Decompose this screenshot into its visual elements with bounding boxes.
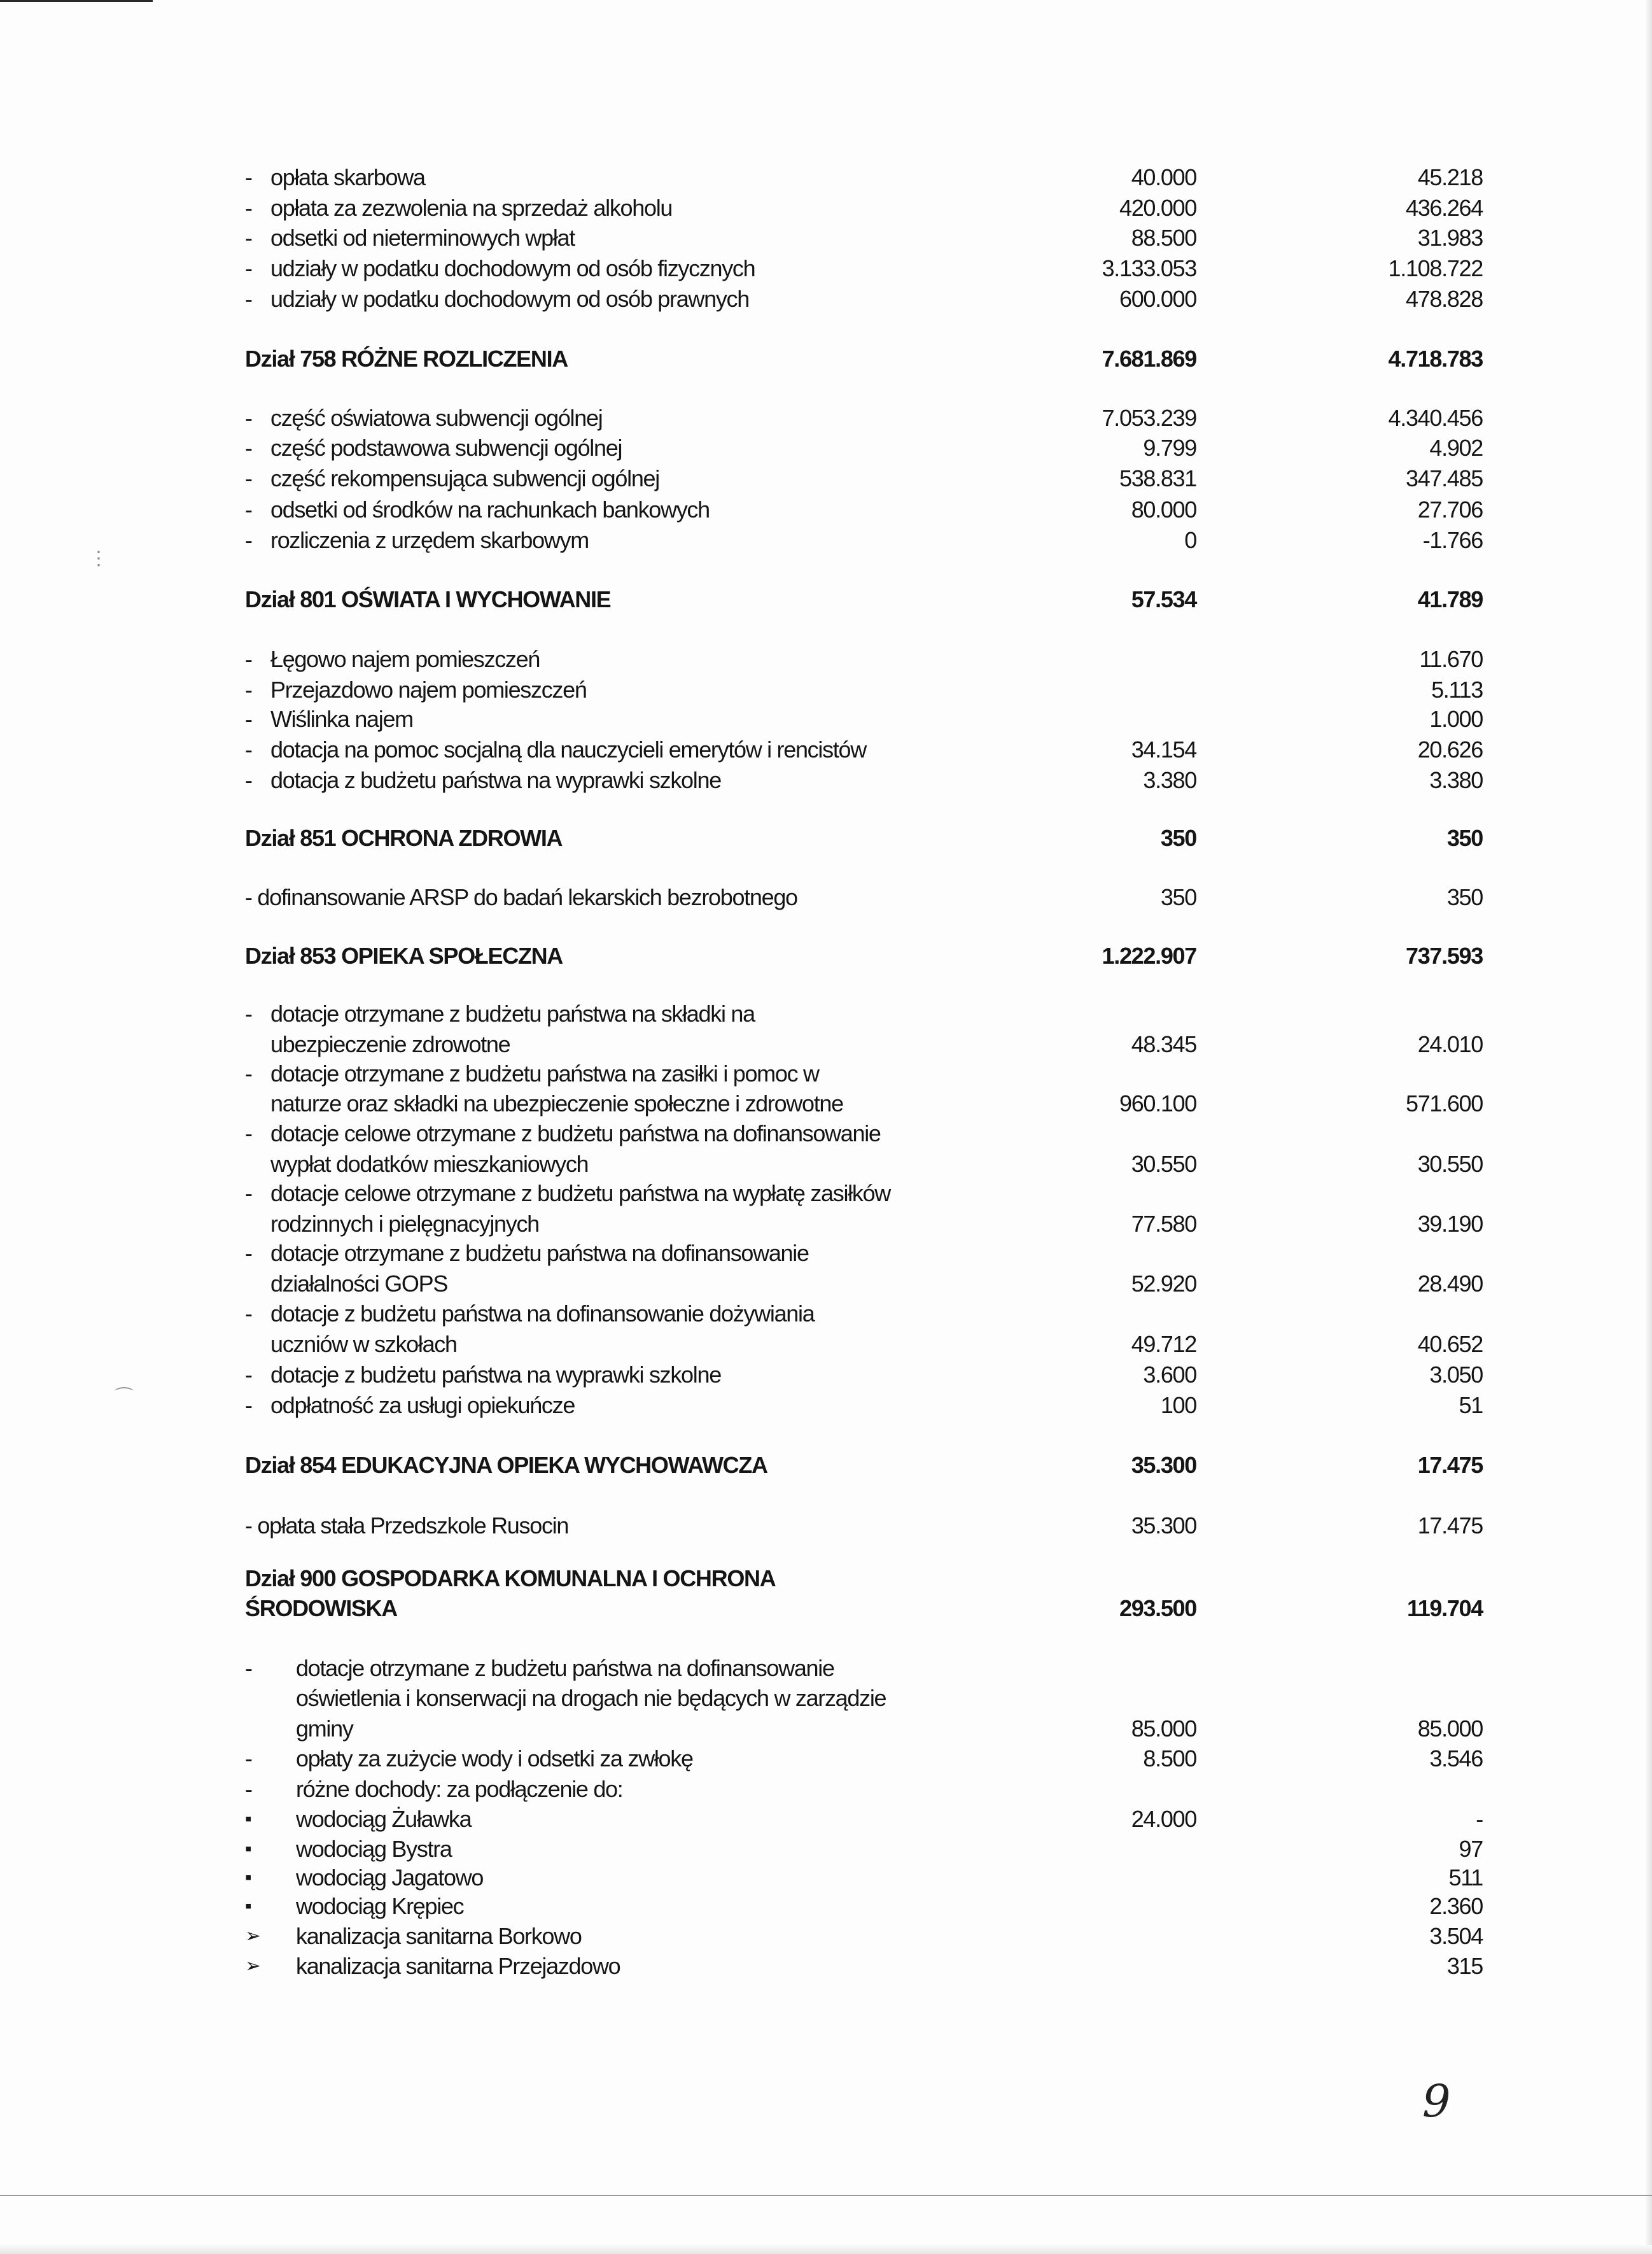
- planned-amount: 7.681.869: [1102, 346, 1196, 372]
- row-description: rodzinnych i pielęgnacyjnych: [270, 1211, 539, 1237]
- planned-amount: 35.300: [1131, 1512, 1196, 1539]
- dash-marker: -: [245, 527, 252, 553]
- row-description: część rekompensująca subwencji ogólnej: [270, 465, 659, 491]
- executed-amount: -1.766: [1422, 527, 1483, 553]
- budget-line-row: [245, 1951, 1483, 1982]
- planned-amount: 293.500: [1119, 1595, 1196, 1621]
- row-description: Dział 851 OCHRONA ZDROWIA: [245, 825, 563, 851]
- row-description: dotacje otrzymane z budżetu państwa na zasiłki i pomoc w: [270, 1060, 819, 1087]
- scan-edge-mark: [0, 0, 153, 2]
- budget-line-row: [245, 463, 1483, 494]
- executed-amount: 17.475: [1417, 1452, 1483, 1478]
- budget-line-row: [245, 1299, 1483, 1329]
- planned-amount: 24.000: [1131, 1806, 1196, 1832]
- budget-line-row: [245, 735, 1483, 765]
- executed-amount: 315: [1446, 1953, 1483, 1979]
- budget-line-row: [245, 1149, 1483, 1180]
- planned-amount: 80.000: [1131, 497, 1196, 523]
- row-description: Dział 853 OPIEKA SPOŁECZNA: [245, 943, 563, 969]
- row-description: część podstawowa subwencji ogólnej: [270, 435, 622, 461]
- planned-amount: 3.380: [1143, 767, 1196, 793]
- arrow-bullet-icon: ➢: [245, 1926, 260, 1947]
- planned-amount: 8.500: [1143, 1745, 1196, 1772]
- executed-amount: 350: [1446, 825, 1483, 851]
- budget-line-row: [245, 1683, 1483, 1714]
- row-description: część oświatowa subwencji ogólnej: [270, 405, 603, 431]
- row-description: opłata za zezwolenia na sprzedaż alkoholu: [270, 195, 673, 221]
- dash-marker: -: [245, 465, 252, 491]
- dash-marker: -: [245, 1240, 252, 1266]
- executed-amount: 11.670: [1419, 646, 1483, 672]
- executed-amount: 39.190: [1417, 1211, 1483, 1237]
- dash-marker: -: [245, 286, 252, 312]
- executed-amount: 119.704: [1406, 1595, 1483, 1621]
- row-description: odpłatność za usługi opiekuńcze: [270, 1392, 575, 1418]
- punch-mark: ⋮: [89, 548, 108, 569]
- scan-fold-line: [0, 2195, 1652, 2196]
- row-description: wodociąg Jagatowo: [296, 1864, 484, 1891]
- executed-amount: 478.828: [1405, 286, 1483, 312]
- budget-line-row: [245, 1653, 1483, 1684]
- budget-line-row: [245, 1834, 1483, 1864]
- dash-marker: -: [245, 646, 252, 672]
- dash-marker: -: [245, 1120, 252, 1146]
- budget-line-row: [245, 253, 1483, 284]
- budget-line-row: [245, 1029, 1483, 1060]
- budget-line-row: [245, 433, 1483, 463]
- budget-line-row: [245, 1714, 1483, 1744]
- row-description: naturze oraz składki na ubezpieczenie społeczne i zdrowotne: [270, 1090, 843, 1116]
- row-description: - opłata stała Przedszkole Rusocin: [245, 1512, 569, 1539]
- budget-line-row: [245, 1891, 1483, 1922]
- dash-marker: -: [245, 1362, 252, 1388]
- executed-amount: 4.718.783: [1388, 346, 1483, 372]
- row-description: ubezpieczenie zdrowotne: [270, 1031, 510, 1057]
- arrow-bullet-icon: ➢: [245, 1955, 260, 1976]
- dash-marker: -: [245, 767, 252, 793]
- row-description: odsetki od środków na rachunkach bankowych: [270, 497, 710, 523]
- row-description: ŚRODOWISKA: [245, 1595, 398, 1621]
- planned-amount: 420.000: [1119, 195, 1196, 221]
- budget-line-row: [245, 1329, 1483, 1360]
- executed-amount: 27.706: [1417, 497, 1483, 523]
- square-bullet-icon: ▪: [245, 1808, 251, 1829]
- planned-amount: 9.799: [1143, 435, 1196, 461]
- row-description: wodociąg Żuławka: [296, 1806, 472, 1832]
- section-heading-row: [245, 941, 1483, 971]
- dash-marker: -: [245, 736, 252, 763]
- page-edge: [1646, 0, 1652, 2254]
- row-description: Przejazdowo najem pomieszczeń: [270, 677, 587, 703]
- planned-amount: 350: [1160, 825, 1196, 851]
- row-description: dotacja na pomoc socjalną dla nauczycieli emerytów i rencistów: [270, 736, 866, 763]
- executed-amount: 3.050: [1429, 1362, 1483, 1388]
- row-description: udziały w podatku dochodowym od osób fizycznych: [270, 255, 755, 281]
- executed-amount: 45.218: [1417, 164, 1483, 190]
- dash-marker: -: [245, 1001, 252, 1027]
- executed-amount: 24.010: [1417, 1031, 1483, 1057]
- executed-amount: 40.652: [1417, 1331, 1483, 1357]
- dash-marker: -: [245, 255, 252, 281]
- row-description: - dofinansowanie ARSP do badań lekarskich bezrobotnego: [245, 884, 797, 910]
- row-description: Dział 758 RÓŻNE ROZLICZENIA: [245, 346, 568, 372]
- budget-line-row: [245, 644, 1483, 675]
- budget-line-row: [245, 1863, 1483, 1893]
- executed-amount: 347.485: [1405, 465, 1483, 491]
- row-description: Dział 854 EDUKACYJNA OPIEKA WYCHOWAWCZA: [245, 1452, 767, 1478]
- executed-amount: 17.475: [1417, 1512, 1483, 1539]
- dash-marker: -: [245, 1300, 252, 1327]
- row-description: dotacje otrzymane z budżetu państwa na składki na: [270, 1001, 755, 1027]
- dash-marker: -: [245, 706, 252, 732]
- row-description: Dział 900 GOSPODARKA KOMUNALNA I OCHRONA: [245, 1565, 776, 1591]
- planned-amount: 538.831: [1119, 465, 1196, 491]
- budget-line-row: [245, 1511, 1483, 1541]
- planned-amount: 57.534: [1131, 586, 1196, 612]
- planned-amount: 350: [1160, 884, 1196, 910]
- planned-amount: 600.000: [1119, 286, 1196, 312]
- executed-amount: 1.000: [1429, 706, 1483, 732]
- planned-amount: 52.920: [1131, 1271, 1196, 1297]
- row-description: dotacje otrzymane z budżetu państwa na dofinansowanie: [296, 1655, 834, 1681]
- executed-amount: 4.340.456: [1388, 405, 1483, 431]
- budget-line-row: [245, 675, 1483, 705]
- planned-amount: 0: [1184, 527, 1196, 553]
- square-bullet-icon: ▪: [245, 1896, 251, 1917]
- row-description: rozliczenia z urzędem skarbowym: [270, 527, 589, 553]
- executed-amount: 4.902: [1429, 435, 1483, 461]
- executed-amount: 28.490: [1417, 1271, 1483, 1297]
- planned-amount: 7.053.239: [1102, 405, 1196, 431]
- planned-amount: 1.222.907: [1102, 943, 1196, 969]
- budget-line-row: [245, 1088, 1483, 1119]
- executed-amount: 30.550: [1417, 1151, 1483, 1177]
- row-description: opłaty za zużycie wody i odsetki za zwłokę: [296, 1745, 693, 1772]
- dash-marker: -: [245, 1060, 252, 1087]
- section-heading-row: [245, 344, 1483, 374]
- executed-amount: 511: [1448, 1864, 1483, 1891]
- budget-line-row: [245, 1743, 1483, 1774]
- dash-marker: -: [245, 164, 252, 190]
- planned-amount: 3.133.053: [1102, 255, 1196, 281]
- row-description: kanalizacja sanitarna Borkowo: [296, 1923, 582, 1949]
- row-description: dotacje z budżetu państwa na wyprawki szkolne: [270, 1362, 721, 1388]
- row-description: różne dochody: za podłączenie do:: [296, 1776, 623, 1802]
- section-heading-row: [245, 584, 1483, 615]
- executed-amount: 571.600: [1405, 1090, 1483, 1116]
- executed-amount: 5.113: [1431, 677, 1483, 703]
- executed-amount: 85.000: [1417, 1715, 1483, 1742]
- row-description: opłata skarbowa: [270, 164, 425, 190]
- budget-line-row: [245, 882, 1483, 913]
- row-description: dotacja z budżetu państwa na wyprawki szkolne: [270, 767, 721, 793]
- budget-line-row: [245, 1360, 1483, 1390]
- planned-amount: 85.000: [1131, 1715, 1196, 1742]
- executed-amount: 436.264: [1405, 195, 1483, 221]
- square-bullet-icon: ▪: [245, 1867, 251, 1888]
- budget-line-row: [245, 999, 1483, 1029]
- planned-amount: 49.712: [1131, 1331, 1196, 1357]
- dash-marker: -: [245, 1392, 252, 1418]
- budget-line-row: [245, 1269, 1483, 1299]
- row-description: wypłat dodatków mieszkaniowych: [270, 1151, 589, 1177]
- budget-line-row: [245, 1209, 1483, 1239]
- executed-amount: 31.983: [1417, 225, 1483, 251]
- row-description: wodociąg Krępiec: [296, 1893, 464, 1919]
- dash-marker: -: [245, 225, 252, 251]
- planned-amount: 30.550: [1131, 1151, 1196, 1177]
- budget-line-row: [245, 1390, 1483, 1421]
- dash-marker: -: [245, 1180, 252, 1206]
- scan-artifact: ⌒: [115, 1387, 134, 1408]
- planned-amount: 40.000: [1131, 164, 1196, 190]
- dash-marker: -: [245, 405, 252, 431]
- budget-line-row: [245, 1774, 1483, 1805]
- section-heading-row: [245, 1593, 1483, 1624]
- row-description: wodociąg Bystra: [296, 1836, 452, 1862]
- row-description: Wiślinka najem: [270, 706, 413, 732]
- budget-line-row: [245, 1238, 1483, 1269]
- budget-line-row: [245, 193, 1483, 223]
- row-description: dotacje z budżetu państwa na dofinansowanie dożywiania: [270, 1300, 815, 1327]
- dash-marker: -: [245, 1776, 252, 1802]
- budget-line-row: [245, 525, 1483, 556]
- section-heading-row: [245, 823, 1483, 854]
- dash-marker: -: [245, 497, 252, 523]
- executed-amount: 3.380: [1429, 767, 1483, 793]
- row-description: oświetlenia i konserwacji na drogach nie będących w zarządzie: [296, 1685, 886, 1711]
- executed-amount: 20.626: [1417, 736, 1483, 763]
- dash-marker: -: [245, 1745, 252, 1772]
- page-edge: [0, 2245, 1652, 2254]
- dash-marker: -: [245, 677, 252, 703]
- budget-line-row: [245, 284, 1483, 314]
- budget-line-row: [245, 162, 1483, 193]
- planned-amount: 100: [1160, 1392, 1196, 1418]
- budget-line-row: [245, 765, 1483, 796]
- executed-amount: 2.360: [1429, 1893, 1483, 1919]
- row-description: odsetki od nieterminowych wpłat: [270, 225, 575, 251]
- executed-amount: 97: [1459, 1836, 1483, 1862]
- row-description: dotacje celowe otrzymane z budżetu państwa na dofinansowanie: [270, 1120, 881, 1146]
- dash-marker: -: [245, 195, 252, 221]
- executed-amount: 1.108.722: [1388, 255, 1483, 281]
- executed-amount: 3.546: [1429, 1745, 1483, 1772]
- planned-amount: 960.100: [1119, 1090, 1196, 1116]
- page-number: 9: [1422, 2075, 1451, 2127]
- budget-line-row: [245, 1059, 1483, 1089]
- planned-amount: 48.345: [1131, 1031, 1196, 1057]
- budget-line-row: [245, 1804, 1483, 1835]
- budget-line-row: [245, 223, 1483, 253]
- row-description: dotacje celowe otrzymane z budżetu państwa na wypłatę zasiłków: [270, 1180, 890, 1206]
- row-description: gminy: [296, 1715, 353, 1742]
- executed-amount: 737.593: [1405, 943, 1483, 969]
- square-bullet-icon: ▪: [245, 1838, 251, 1859]
- dash-marker: -: [245, 1655, 252, 1681]
- section-heading-row: [245, 1563, 1483, 1594]
- planned-amount: 88.500: [1131, 225, 1196, 251]
- row-description: Łęgowo najem pomieszczeń: [270, 646, 540, 672]
- budget-line-row: [245, 704, 1483, 735]
- executed-amount: 3.504: [1429, 1923, 1483, 1949]
- budget-line-row: [245, 1921, 1483, 1952]
- row-description: uczniów w szkołach: [270, 1331, 457, 1357]
- section-heading-row: [245, 1450, 1483, 1481]
- row-description: udziały w podatku dochodowym od osób prawnych: [270, 286, 749, 312]
- budget-line-row: [245, 495, 1483, 525]
- executed-amount: 41.789: [1417, 586, 1483, 612]
- row-description: dotacje otrzymane z budżetu państwa na dofinansowanie: [270, 1240, 809, 1266]
- executed-amount: 51: [1459, 1392, 1483, 1418]
- budget-line-row: [245, 1118, 1483, 1149]
- planned-amount: 35.300: [1131, 1452, 1196, 1478]
- row-description: działalności GOPS: [270, 1271, 448, 1297]
- row-description: kanalizacja sanitarna Przejazdowo: [296, 1953, 620, 1979]
- dash-marker: -: [245, 435, 252, 461]
- planned-amount: 77.580: [1131, 1211, 1196, 1237]
- executed-amount: -: [1476, 1806, 1483, 1832]
- budget-line-row: [245, 1178, 1483, 1209]
- executed-amount: 350: [1446, 884, 1483, 910]
- planned-amount: 3.600: [1143, 1362, 1196, 1388]
- row-description: Dział 801 OŚWIATA I WYCHOWANIE: [245, 586, 611, 612]
- planned-amount: 34.154: [1131, 736, 1196, 763]
- budget-line-row: [245, 403, 1483, 433]
